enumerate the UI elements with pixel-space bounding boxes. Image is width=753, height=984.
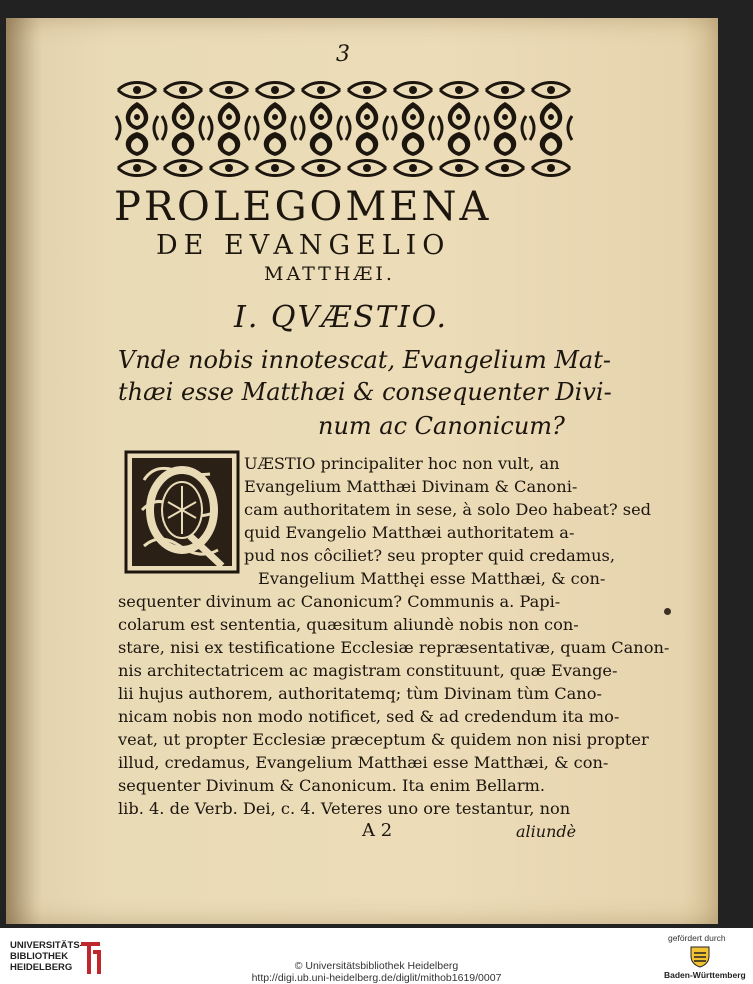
coat-of-arms-icon	[688, 944, 712, 968]
body-line: nis architectatricem ac magistram constituunt, quæ Evange-	[118, 661, 618, 680]
body-line: UÆSTIO principaliter hoc non vult, an	[244, 454, 560, 473]
logo-line: BIBLIOTHEK	[10, 951, 69, 962]
subtitle-line: Vnde nobis innotescat, Evangelium Mat-	[118, 346, 611, 374]
body-line: Evangelium Matthęi esse Matthæi, & con-	[258, 569, 606, 588]
body-line: quid Evangelio Matthæi authoritatem a-	[244, 523, 575, 542]
viewer-footer	[0, 928, 753, 984]
subtitle-line: thæi esse Matthæi & consequenter Divi-	[118, 378, 612, 406]
title-de-evangelio: DE EVANGELIO	[156, 230, 451, 261]
body-line: colarum est sententia, quæsitum aliundè nobis non con-	[118, 615, 579, 634]
body-line: lib. 4. de Verb. Dei, c. 4. Veteres uno ore testantur, non	[118, 799, 571, 818]
title-prolegomena: PROLEGOMENA	[114, 184, 492, 230]
body-line: sequenter Divinum & Canonicum. Ita enim Bellarm.	[118, 776, 546, 795]
subtitle-line: num ac Canonicum?	[318, 412, 565, 440]
body-line: veat, ut propter Ecclesiæ præceptum & quidem non nisi propter	[118, 730, 649, 749]
ink-spot	[664, 608, 671, 615]
body-line: stare, nisi ex testificatione Ecclesiæ repræsentativæ, quam Canon-	[118, 638, 670, 657]
sponsor-name: Baden-Württemberg	[664, 970, 746, 980]
logo-line: HEIDELBERG	[10, 962, 73, 973]
logo-line: UNIVERSITÄTS-	[10, 940, 83, 951]
catchword: aliundè	[516, 822, 577, 841]
decorated-initial-q	[124, 450, 240, 574]
permalink-url[interactable]: http://digi.ub.uni-heidelberg.de/diglit/mithob1619/0007	[251, 972, 502, 984]
body-line: Evangelium Matthæi Divinam & Canoni-	[244, 477, 578, 496]
page-gutter-shadow	[6, 18, 42, 924]
body-line: lii hujus authorem, authoritatemq; tùm Divinam tùm Cano-	[118, 684, 602, 703]
body-line: cam authoritatem in sese, à solo Deo habeat? sed	[244, 500, 652, 519]
body-line: sequenter divinum ac Canonicum? Communis a. Papi-	[118, 592, 561, 611]
title-matthaei: MATTHÆI.	[264, 263, 395, 285]
body-line: nicam nobis non modo notificet, sed & ad credendum ita mo-	[118, 707, 620, 726]
ornament-band	[114, 80, 574, 178]
copyright-text: © Universitätsbibliothek Heidelberg	[294, 960, 459, 972]
body-line: pud nos côciliet? seu propter quid credamus,	[244, 546, 615, 565]
question-heading: I. QVÆSTIO.	[234, 300, 448, 335]
sponsor-label: gefördert durch	[668, 933, 726, 943]
page-number: 3	[336, 42, 350, 67]
body-line: illud, credamus, Evangelium Matthæi esse Matthæi, & con-	[118, 753, 609, 772]
signature-mark: A 2	[362, 820, 393, 841]
book-page	[6, 18, 718, 924]
